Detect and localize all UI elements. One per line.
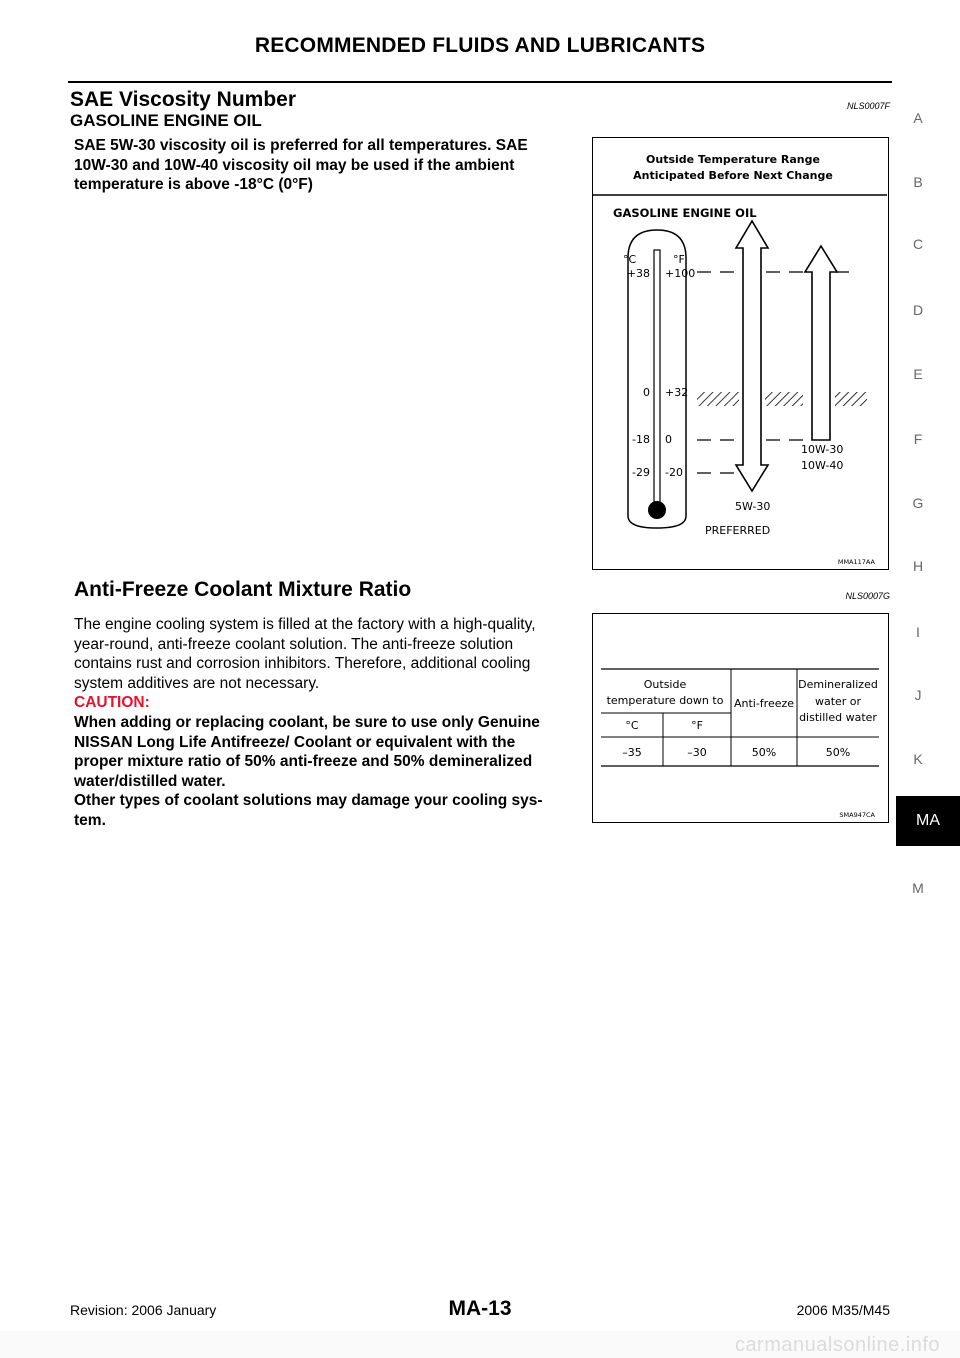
sae-paragraph [74,136,581,195]
index-g[interactable]: G [912,495,924,511]
col-outside-line1: Outside [643,678,687,691]
section-code-antifreeze: NLS0007G [845,591,890,601]
scale-c-minus29: -29 [632,466,650,479]
index-i[interactable]: I [916,624,920,640]
text-line: temperature is above -18°C (0°F) [74,176,313,193]
unit-f-header: °F [691,719,703,732]
scale-f-100: +100 [665,267,696,280]
viscosity-diagram [593,138,887,568]
fig1-header-line1: Outside Temperature Range [646,153,820,166]
text-line: The engine cooling system is filled at the factory with a high-quality, [74,616,536,633]
hatch-band-left [697,392,739,406]
value-antifreeze: 50% [751,746,777,759]
text-line: NISSAN Long Life Antifreeze/ Coolant or equivalent with the [74,733,516,751]
index-f[interactable]: F [913,431,923,447]
scale-c-38: +38 [626,267,650,280]
col-water-line1: Demineralized [798,678,878,691]
watermark-text[interactable]: carmanualsonline.info [734,1334,940,1356]
subsection-title-gasoline-oil: GASOLINE ENGINE OIL [70,111,262,130]
footer-revision: Revision: 2006 January [70,1302,217,1318]
label-5w30: 5W-30 [735,500,771,513]
value-c: –35 [622,746,642,759]
section-code-sae: NLS0007F [846,101,890,111]
hatch-band-mid [765,392,803,406]
section-title-antifreeze: Anti-Freeze Coolant Mixture Ratio [74,578,412,601]
value-water: 50% [825,746,851,759]
value-f: –30 [687,746,707,759]
scale-f-32: +32 [665,386,689,399]
index-m[interactable]: M [912,880,924,896]
section-title-sae-viscosity: SAE Viscosity Number [70,88,297,111]
viscosity-figure [592,137,889,570]
col-outside-line2: temperature down to [606,694,724,707]
fig2-id: SMA947CA [839,811,875,819]
footer-model: 2006 M35/M45 [796,1302,890,1318]
unit-fahrenheit: °F [673,253,685,266]
thermometer-tube [654,250,660,505]
scale-c-0: 0 [643,386,650,399]
text-line: contains rust and corrosion inhibitors. Therefore, additional cooling [74,655,531,672]
hatch-band-right [835,392,867,406]
text-line: year-round, anti-freeze coolant solution. The anti-freeze solution [74,635,514,653]
fig1-subtitle: GASOLINE ENGINE OIL [613,206,757,220]
text-line: When adding or replacing coolant, be sure to use only Genuine [74,714,540,731]
scale-f-minus20: -20 [665,466,683,479]
index-j[interactable]: J [914,687,922,703]
col-water-line2: water or [814,695,862,708]
text-line: Other types of coolant solutions may damage your cooling sys- [74,792,543,809]
unit-c-header: °C [625,719,639,732]
arrow-5w30 [736,221,768,491]
text-line: 10W-30 and 10W-40 viscosity oil may be used if the ambient [74,156,515,174]
arrow-10w30-10w40 [805,246,837,440]
footer-page-number: MA-13 [448,1297,512,1320]
col-antifreeze: Anti-freeze [733,697,795,710]
coolant-figure [592,613,889,823]
antifreeze-paragraph [74,615,581,693]
index-h[interactable]: H [912,558,924,574]
index-d[interactable]: D [912,302,924,318]
unit-celsius: °C [623,253,637,266]
header-divider [68,81,892,83]
scale-c-minus18: -18 [632,433,650,446]
caution-paragraph [74,713,581,830]
index-a[interactable]: A [913,110,923,126]
coolant-table [593,614,887,821]
scale-f-0: 0 [665,433,672,446]
text-line: tem. [74,811,106,829]
text-line: system additives are not necessary. [74,674,320,692]
text-line: proper mixture ratio of 50% anti-freeze and 50% demineralized [74,753,533,770]
index-b[interactable]: B [913,174,923,190]
thermometer-bulb [648,501,666,519]
text-line: SAE 5W-30 viscosity oil is preferred for all temperatures. SAE [74,137,528,154]
index-k[interactable]: K [913,751,923,767]
text-line: water/distilled water. [74,772,226,790]
page-header-title: RECOMMENDED FLUIDS AND LUBRICANTS [254,34,706,57]
label-preferred: PREFERRED [705,524,771,537]
fig1-header-line2: Anticipated Before Next Change [633,169,833,182]
label-10w40: 10W-40 [801,459,844,472]
index-e[interactable]: E [913,366,923,382]
label-10w30: 10W-30 [801,443,844,456]
caution-label: CAUTION: [74,694,150,711]
fig1-id: MMA117AA [837,558,875,566]
col-water-line3: distilled water [799,711,877,724]
index-ma-active[interactable]: MA [896,796,960,846]
index-c[interactable]: C [912,236,924,252]
